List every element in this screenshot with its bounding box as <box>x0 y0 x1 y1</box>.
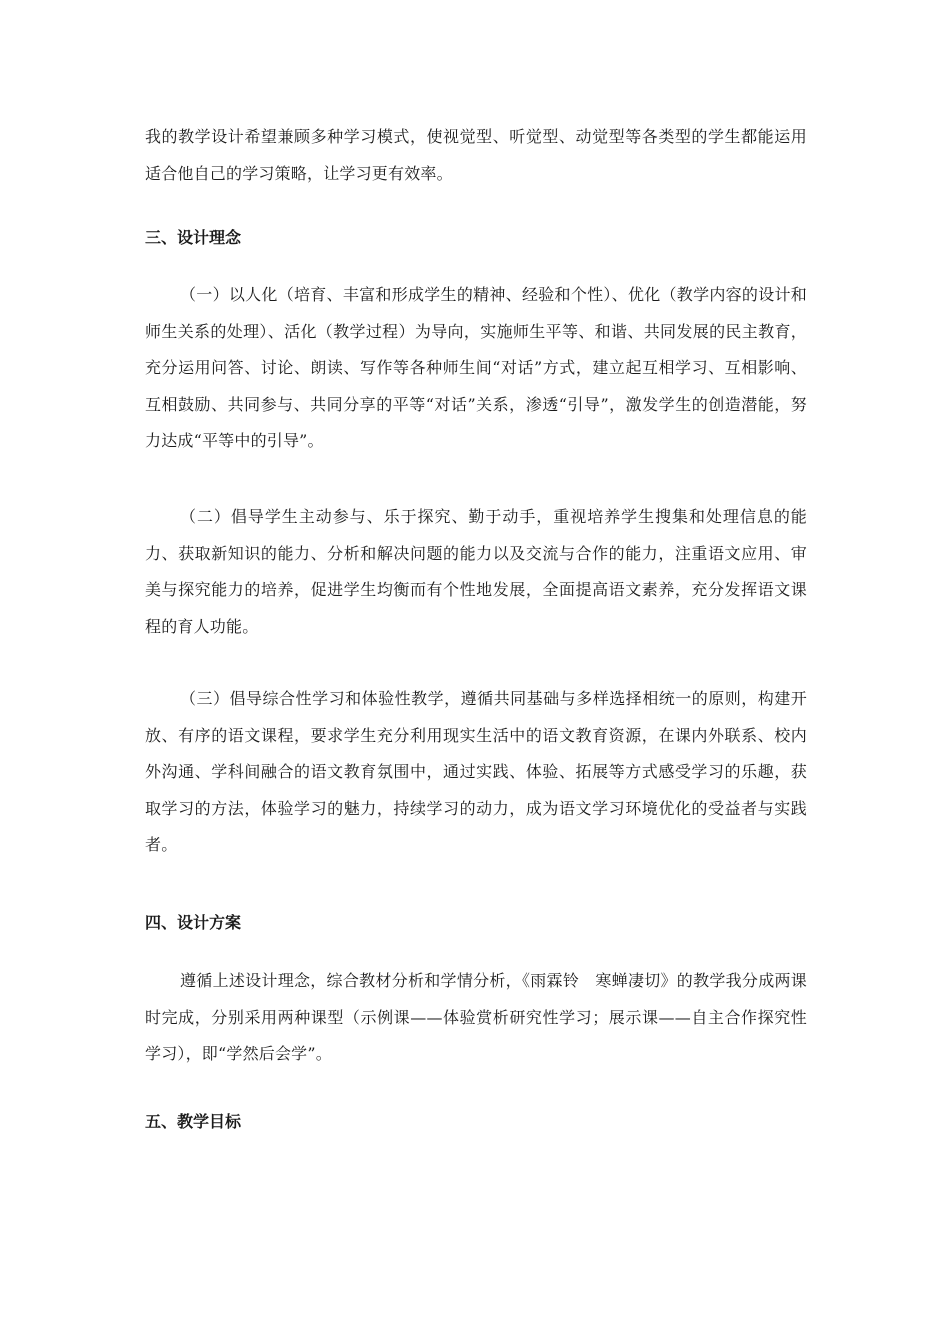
section-3-heading: 三、设计理念 <box>145 228 242 247</box>
section-3-paragraph-2: （二）倡导学生主动参与、乐于探究、勤于动手，重视培养学生搜集和处理信息的能力、获取新知识的能力、分析和解决问题的能力以及交流与合作的能力，注重语文应用、审美与探究能力的培养，促进学生均衡而有个性地发展，全面提高语文素养，充分发挥语文课程的育人功能。 <box>145 507 807 636</box>
intro-paragraph: 我的教学设计希望兼顾多种学习模式，使视觉型、听觉型、动觉型等各类型的学生都能运用适合他自己的学习策略，让学习更有效率。 <box>145 127 807 183</box>
section-3-paragraph-1: （一）以人化（培育、丰富和形成学生的精神、经验和个性）、优化（教学内容的设计和师生关系的处理）、活化（教学过程）为导向，实施师生平等、和谐、共同发展的民主教育，充分运用问答、讨论、朗读、写作等各种师生间“对话”方式，建立起互相学习、互相影响、互相鼓励、共同参与、共同分享的平等“对话”关系，渗透“引导”，激发学生的创造潜能，努力达成“平等中的引导”。 <box>145 285 807 450</box>
section-4-heading: 四、设计方案 <box>145 913 242 932</box>
section-4-paragraph-1: 遵循上述设计理念，综合教材分析和学情分析，《雨霖铃 寒蝉凄切》的教学我分成两课时完成，分别采用两种课型（示例课——体验赏析研究性学习；展示课——自主合作探究性学习），即“学然后会学”。 <box>145 971 807 1063</box>
section-3-paragraph-3: （三）倡导综合性学习和体验性教学，遵循共同基础与多样选择相统一的原则，构建开放、有序的语文课程，要求学生充分利用现实生活中的语文教育资源，在课内外联系、校内外沟通、学科间融合的语文教育氛围中，通过实践、体验、拓展等方式感受学习的乐趣，获取学习的方法，体验学习的魅力，持续学习的动力，成为语文学习环境优化的受益者与实践者。 <box>145 689 807 854</box>
section-5-heading: 五、教学目标 <box>145 1112 242 1131</box>
